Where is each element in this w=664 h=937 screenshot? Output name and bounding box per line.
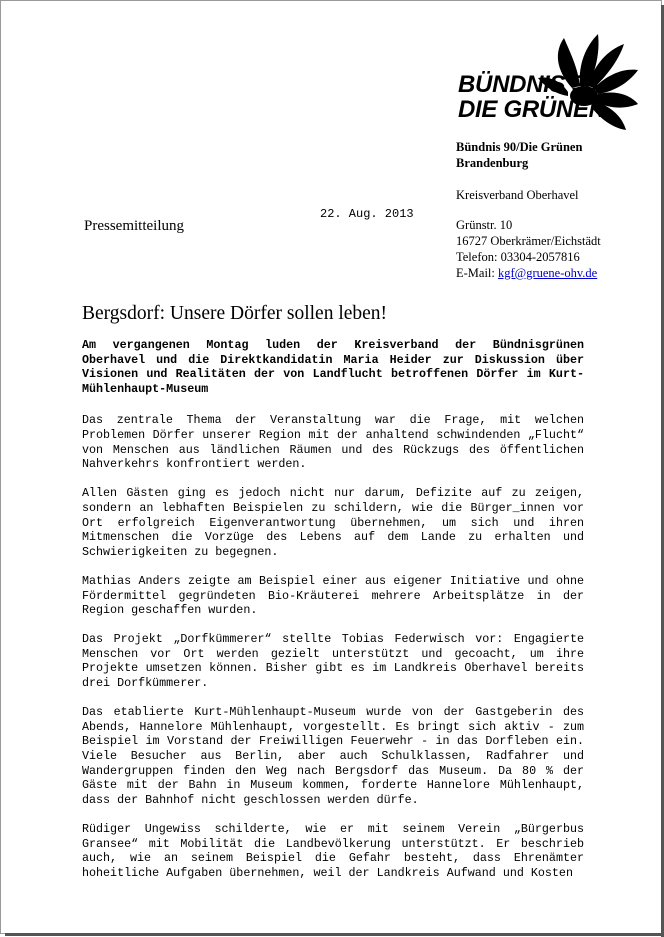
sender-email-link[interactable]: kgf@gruene-ohv.de [498,265,598,280]
sender-email-row [456,266,656,282]
sender-org-line-2: Brandenburg [456,155,529,170]
sender-city: 16727 Oberkrämer/Eichstädt [456,234,601,249]
sender-block [456,140,656,282]
sender-street: Grünstr. 10 [456,218,513,233]
party-logo [452,30,638,140]
body-paragraph: Rüdiger Ungewiss schilderte, wie er mit seinem Verein „Bürgerbus Gransee“ mit Mobilität die Landbevölkerung unterstützt. Er beschrieb auch, wie an seinem Beispiel die Gefahr besteht, dass Ehrenämter hoheitliche Aufgaben übernehmen, weil der Landkreis Aufwand und Kosten [82,822,584,880]
logo-line-2: DIE GRÜNEN [458,96,606,123]
document-type: Pressemitteilung [84,218,184,234]
body-paragraph: Das etablierte Kurt-Mühlenhaupt-Museum wurde von der Gastgeberin des Abends, Hannelore Mühlenhaupt, vorgestellt. Es bringt sich aktiv - zum Beispiel im Vorstand der Freiwilligen Feuerwehr - in das Dorfleben ein. Viele Besucher aus Berlin, aber auch Schulklassen, Radfahrer und Wandergruppen finden den Weg nach Bergsdorf das Museum. Da 80 % der Gäste mit der Bahn in Museum kommen, forderte Hannelore Mühlenhaupt, dass der Bahnhof nicht geschlossen werden dürfe. [82,705,584,807]
headline: Bergsdorf: Unsere Dörfer sollen leben! [82,303,388,324]
lead-paragraph: Am vergangenen Montag luden der Kreisverband der Bündnisgrünen Oberhavel und die Direktkandidatin Maria Heider zur Diskussion über Visionen und Realitäten der von Landflucht betroffenen Dörfer im Kurt-Mühlenhaupt-Museum [82,338,584,396]
sender-kreisverband: Kreisverband Oberhavel [456,187,579,202]
sender-org-line-1: Bündnis 90/Die Grünen [456,140,583,154]
body-paragraph: Allen Gästen ging es jedoch nicht nur darum, Defizite auf zu zeigen, sondern an lebhaften Beispielen zu schildern, wie die Bürger_innen vor Ort erfolgreich Eigenverantwortung übernehmen, um sich und ihren Mitmenschen die Vorzüge des Lebens auf dem Lande zu erhalten und Schwierigkeiten zu begegnen. [82,486,584,559]
document-date: 22. Aug. 2013 [320,207,414,221]
body-text [82,338,584,895]
sender-phone: Telefon: 03304-2057816 [456,249,580,264]
logo-line-1: BÜNDNIS 90 [458,71,598,98]
sender-email-label: E-Mail: [456,265,499,280]
body-paragraph: Das Projekt „Dorfkümmerer“ stellte Tobias Federwisch vor: Engagierte Menschen vor Ort werden gezielt unterstützt und gecoacht, um ihre Projekte umsetzen können. Bisher gibt es im Landkreis Oberhavel bereits drei Dorfkümmerer. [82,632,584,691]
body-paragraph: Das zentrale Thema der Veranstaltung war die Frage, mit welchen Problemen Dörfer unserer Region mit der anhaltend schwindenden „Flucht“ von Menschen aus ländlichen Räumen und des Rückzugs des öffentlichen Nahverkehrs konfrontiert werden. [82,413,584,472]
body-paragraph: Mathias Anders zeigte am Beispiel einer aus eigener Initiative und ohne Fördermittel gegründeten Bio-Kräuterei mehrere Arbeitsplätze in der Region geschaffen wurden. [82,573,584,618]
logo-wordmark [458,72,606,122]
